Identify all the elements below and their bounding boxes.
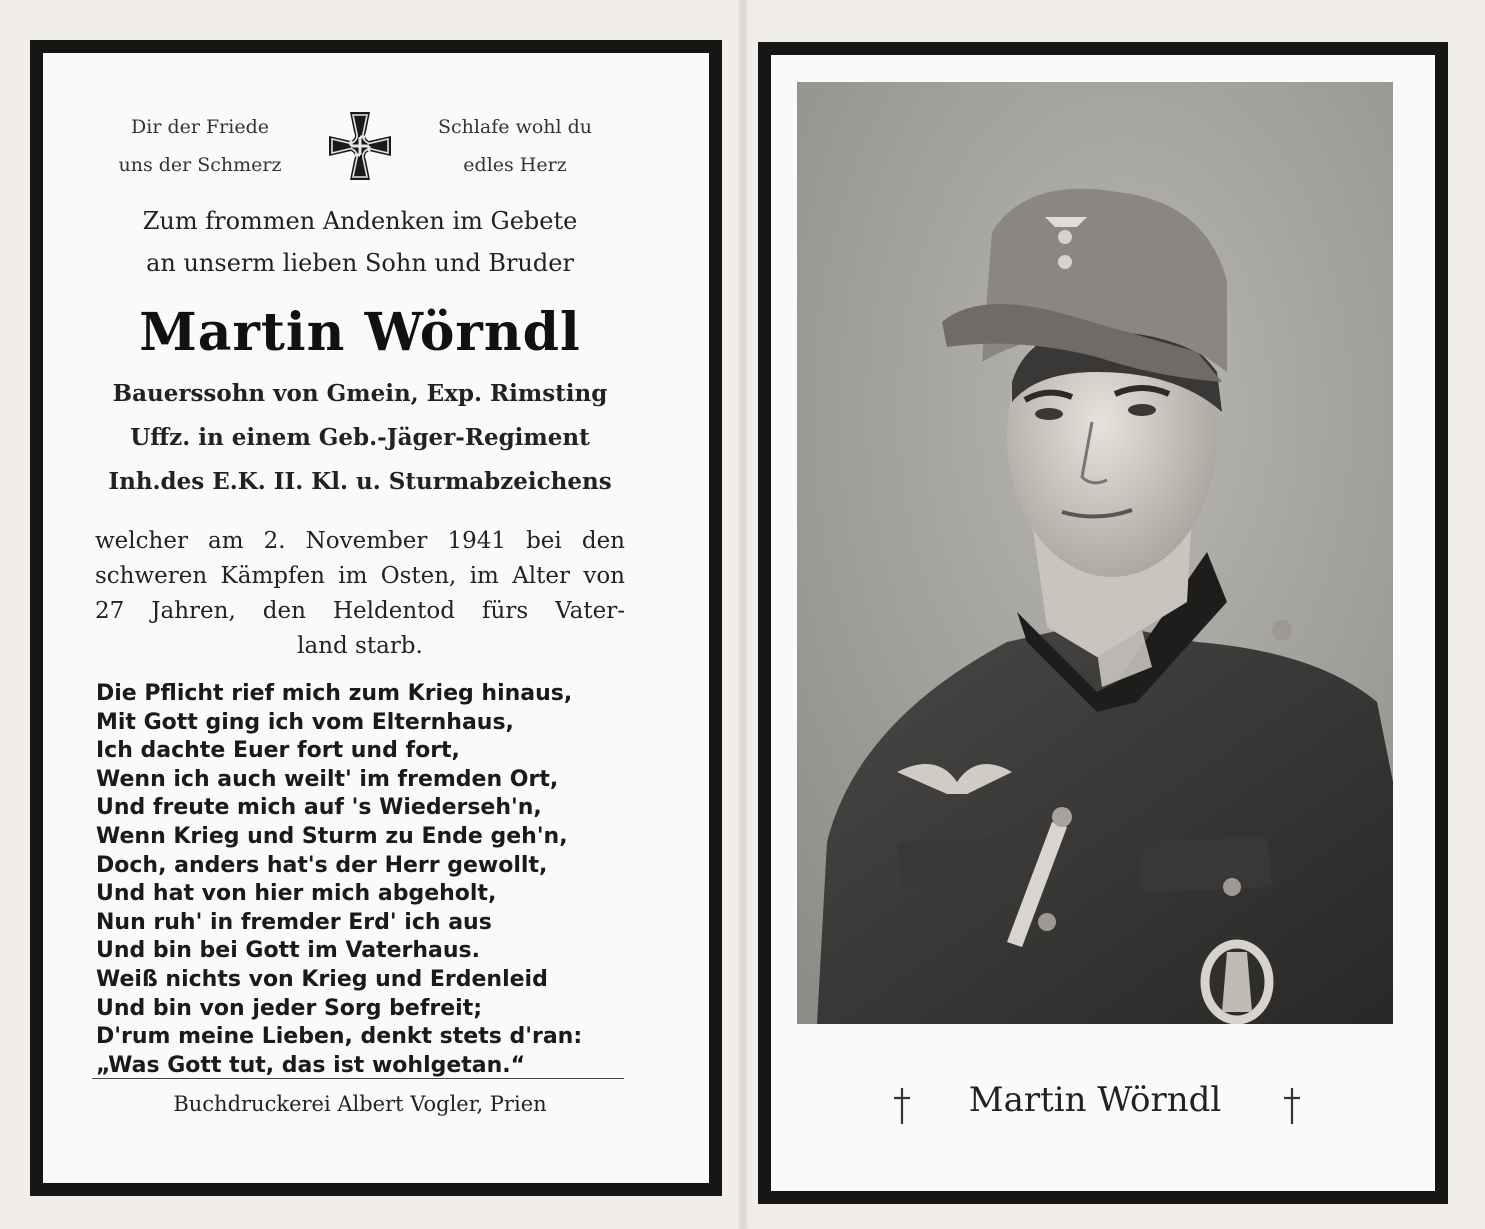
intro-line: an unserm lieben Sohn und Bruder	[146, 249, 574, 277]
intro-text	[60, 200, 660, 284]
poem-line: Und bin von jeder Sorg befreit;	[96, 995, 483, 1021]
poem-line: Nun ruh' in fremder Erd' ich aus	[96, 909, 492, 935]
poem-line: „Was Gott tut, das ist wohlgetan.“	[96, 1052, 526, 1078]
death-line: welcher am 2. November 1941 bei den	[95, 528, 625, 554]
motto-left	[105, 108, 295, 184]
poem-line: Wenn ich auch weilt' im fremden Ort,	[96, 766, 559, 792]
soldier-portrait-photo	[797, 82, 1393, 1024]
motto-left-line: Dir der Friede	[131, 116, 269, 138]
motto-right	[420, 108, 610, 184]
poem	[96, 680, 582, 1080]
deceased-info	[60, 372, 660, 504]
card-fold	[738, 0, 748, 1229]
death-line: land starb.	[297, 633, 423, 659]
divider	[92, 1078, 624, 1079]
poem-line: Und hat von hier mich abgeholt,	[96, 881, 497, 907]
poem-line: Wenn Krieg und Sturm zu Ende geh'n,	[96, 823, 568, 849]
info-line: Uffz. in einem Geb.-Jäger-Regiment	[130, 424, 590, 451]
poem-line: Und freute mich auf 's Wiederseh'n,	[96, 795, 542, 821]
poem-line: Mit Gott ging ich vom Elternhaus,	[96, 709, 514, 735]
iron-cross-icon	[325, 110, 395, 182]
poem-line: Doch, anders hat's der Herr gewollt,	[96, 852, 548, 878]
death-notice	[95, 524, 625, 664]
motto-left-line: uns der Schmerz	[118, 154, 282, 176]
poem-line: D'rum meine Lieben, denkt stets d'ran:	[96, 1024, 583, 1050]
motto-right-line: Schlafe wohl du	[437, 116, 593, 138]
motto-right-line: edles Herz	[463, 154, 567, 176]
poem-line: Weiß nichts von Krieg und Erdenleid	[96, 966, 548, 992]
intro-line: Zum frommen Andenken im Gebete	[142, 207, 578, 235]
death-cross-icon	[1278, 1086, 1306, 1126]
poem-line: Die Pflicht rief mich zum Krieg hinaus,	[96, 681, 573, 706]
deceased-name: Martin Wörndl	[139, 302, 581, 363]
info-line: Bauerssohn von Gmein, Exp. Rimsting	[112, 380, 608, 407]
portrait-caption: Martin Wörndl	[968, 1080, 1222, 1120]
poem-line: Ich dachte Euer fort und fort,	[96, 738, 460, 764]
printer-credit: Buchdruckerei Albert Vogler, Prien	[173, 1092, 547, 1116]
death-line: schweren Kämpfen im Osten, im Alter von	[95, 563, 625, 589]
death-line: 27 Jahren, den Heldentod fürs Vater-	[95, 598, 625, 624]
poem-line: Und bin bei Gott im Vaterhaus.	[96, 938, 480, 964]
info-line: Inh.des E.K. II. Kl. u. Sturmabzeichens	[108, 468, 612, 495]
